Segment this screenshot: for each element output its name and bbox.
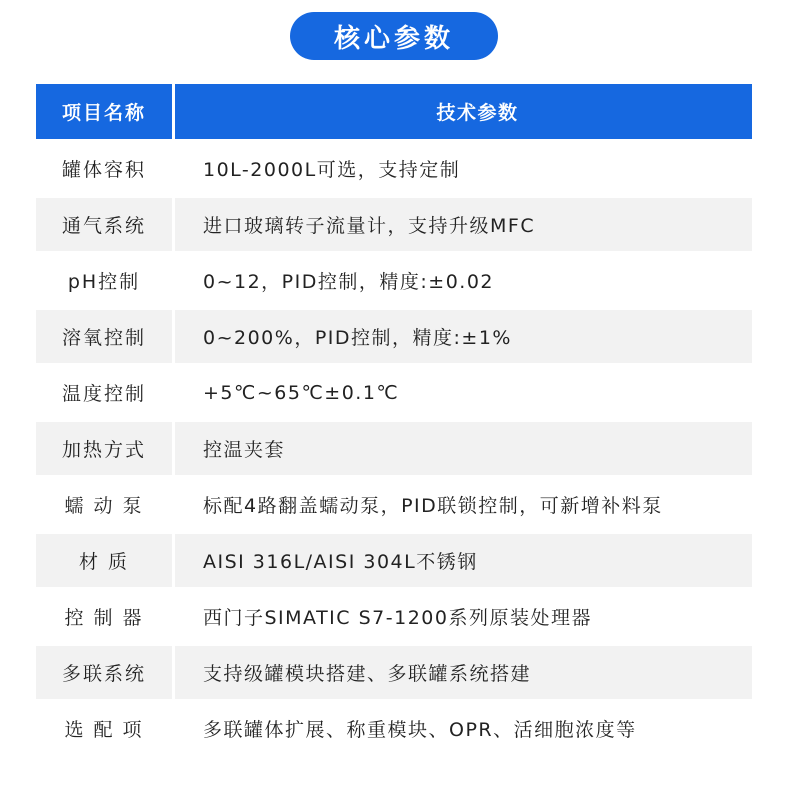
row-value: AISI 316L/AISI 304L不锈钢: [175, 534, 752, 587]
row-value: 支持级罐模块搭建、多联罐系统搭建: [175, 646, 752, 699]
row-label: 材 质: [36, 534, 172, 587]
row-value: 多联罐体扩展、称重模块、OPR、活细胞浓度等: [175, 702, 752, 755]
row-value: 进口玻璃转子流量计，支持升级MFC: [175, 198, 752, 251]
table-row: [36, 590, 752, 643]
table-header-row: [36, 84, 752, 139]
row-label: 溶氧控制: [36, 310, 172, 363]
row-value: 标配4路翻盖蠕动泵，PID联锁控制，可新增补料泵: [175, 478, 752, 531]
table-row: [36, 310, 752, 363]
section-title: 核心参数: [290, 12, 498, 60]
row-label: 通气系统: [36, 198, 172, 251]
row-value: 0~12，PID控制，精度:±0.02: [175, 254, 752, 307]
row-label: 控 制 器: [36, 590, 172, 643]
table-row: [36, 254, 752, 307]
row-label: pH控制: [36, 254, 172, 307]
header-item-name: 项目名称: [36, 84, 172, 139]
row-value: 控温夹套: [175, 422, 752, 475]
row-label: 选 配 项: [36, 702, 172, 755]
row-label: 多联系统: [36, 646, 172, 699]
table-row: [36, 422, 752, 475]
table-row: [36, 198, 752, 251]
table-row: [36, 702, 752, 755]
row-value: +5℃~65℃±0.1℃: [175, 366, 752, 419]
table-row: [36, 142, 752, 195]
row-value: 西门子SIMATIC S7-1200系列原装处理器: [175, 590, 752, 643]
row-label: 蠕 动 泵: [36, 478, 172, 531]
table-row: [36, 534, 752, 587]
row-value: 10L-2000L可选，支持定制: [175, 142, 752, 195]
row-label: 加热方式: [36, 422, 172, 475]
table-row: [36, 646, 752, 699]
row-value: 0~200%，PID控制，精度:±1%: [175, 310, 752, 363]
row-label: 温度控制: [36, 366, 172, 419]
table-row: [36, 366, 752, 419]
table-row: [36, 478, 752, 531]
row-label: 罐体容积: [36, 142, 172, 195]
header-tech-params: 技术参数: [175, 84, 752, 139]
spec-table: [36, 84, 752, 758]
